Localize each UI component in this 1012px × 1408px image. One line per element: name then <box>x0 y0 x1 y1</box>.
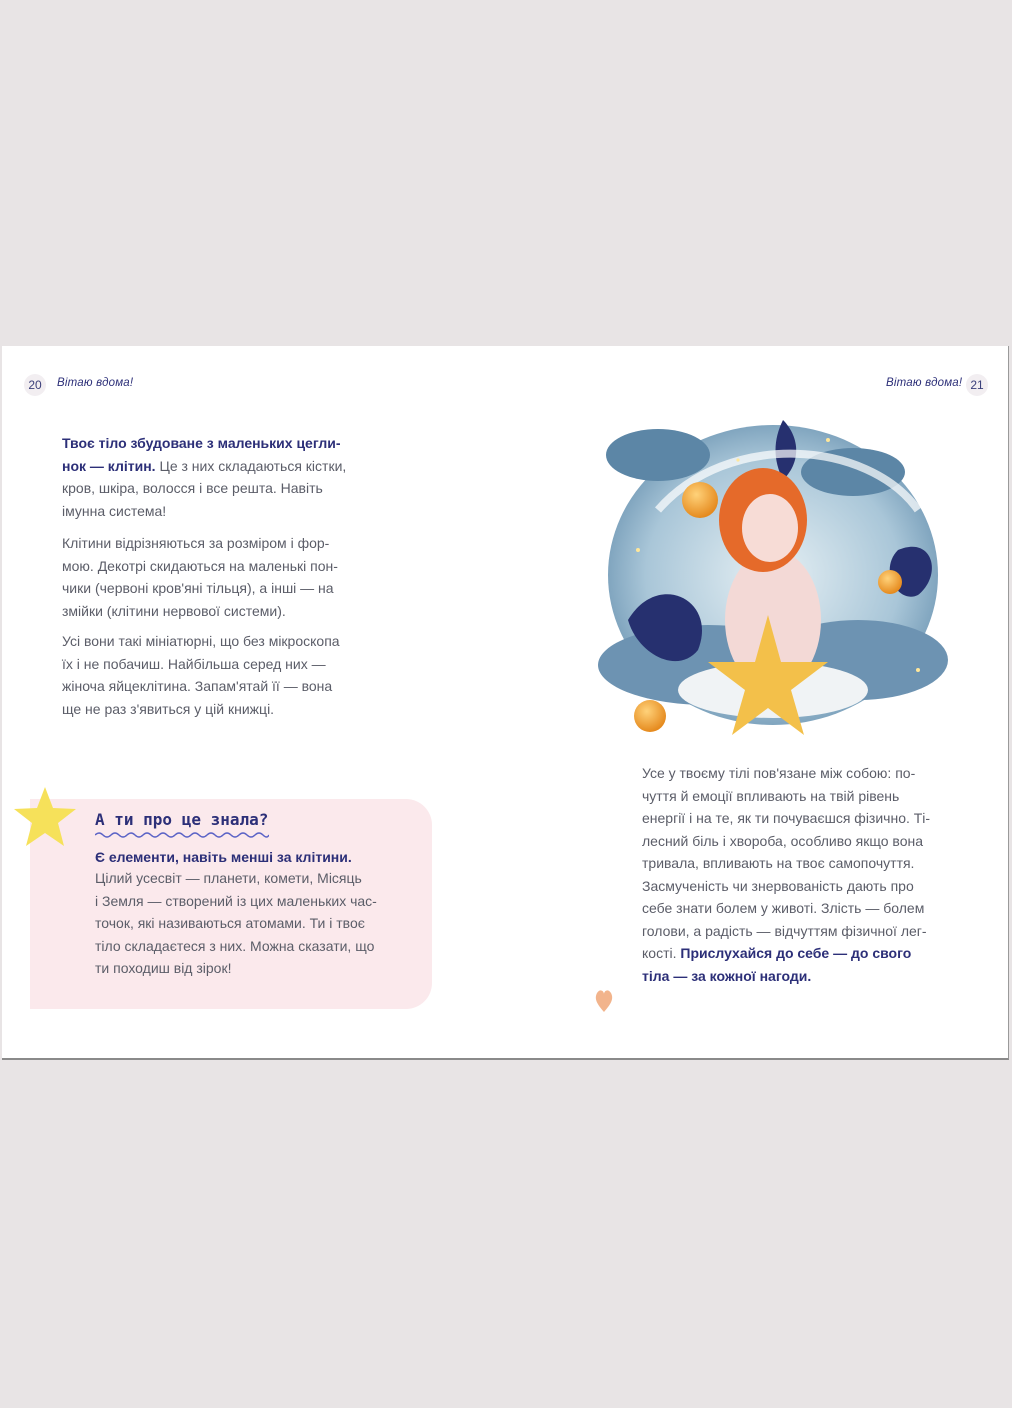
right-paragraph-bold: Прислухайся до себе — до свого тіла — за кожної нагоди. <box>642 945 912 984</box>
right-paragraph-text: Усе у твоєму тілі пов'язане між собою: по- чуття й емоції впливають на твій рівень енергії і на те, як ти почуваєшся фізично. Ті- лесний біль і хвороба, особливо якщо вона тривала, впливають на твоє самопочуття. Засмученість чи знервованість дають про себе знати болем у животі. Злість — болем голови, а радість — відчуттям фізичної лег- кості. <box>642 765 931 961</box>
right-running-head: Вітаю вдома! <box>886 377 963 389</box>
para1-bold-text: Твоє тіло збудоване з маленьких цегли- нок — клітин. <box>62 435 341 474</box>
left-paragraph-2: Клітини відрізняються за розміром і фор- мою. Декотрі скидаються на маленькі пон- чики (червоні кров'яні тільця), а інші — на змійки (клітини нервової системи). <box>62 535 338 619</box>
left-paragraph-3: Усі вони такі мініатюрні, що без мікроскопа їх і не побачиш. Найбільша серед них — жіноча яйцеклітина. Запам'ятай її — вона ще не раз з'явиться у цій книжці. <box>62 633 340 717</box>
star-icon <box>12 785 78 849</box>
illustration-meditating-girl <box>598 400 952 738</box>
left-running-head: Вітаю вдома! <box>57 377 134 389</box>
callout-text: Цілий усесвіт — планети, комети, Місяць і Земля — створений із цих маленьких час- точок, які називаються атомами. Ти і твоє тіло складаєтеся з них. Можна сказати, що ти походиш від зірок! <box>95 870 377 976</box>
right-page-number: 21 <box>966 374 988 396</box>
left-paragraph-1 <box>62 432 382 522</box>
heart-icon <box>594 986 614 1014</box>
left-page-number: 20 <box>24 374 46 396</box>
wavy-underline <box>95 831 269 839</box>
callout-bold-line: Є елементи, навіть менші за клітини. <box>95 849 352 865</box>
callout-title: А ти про це знала? <box>95 810 269 829</box>
right-paragraph <box>642 762 954 987</box>
para1-text: Це з них складаються кістки, кров, шкіра, волосся і все решта. Навіть імунна система! <box>62 457 347 519</box>
